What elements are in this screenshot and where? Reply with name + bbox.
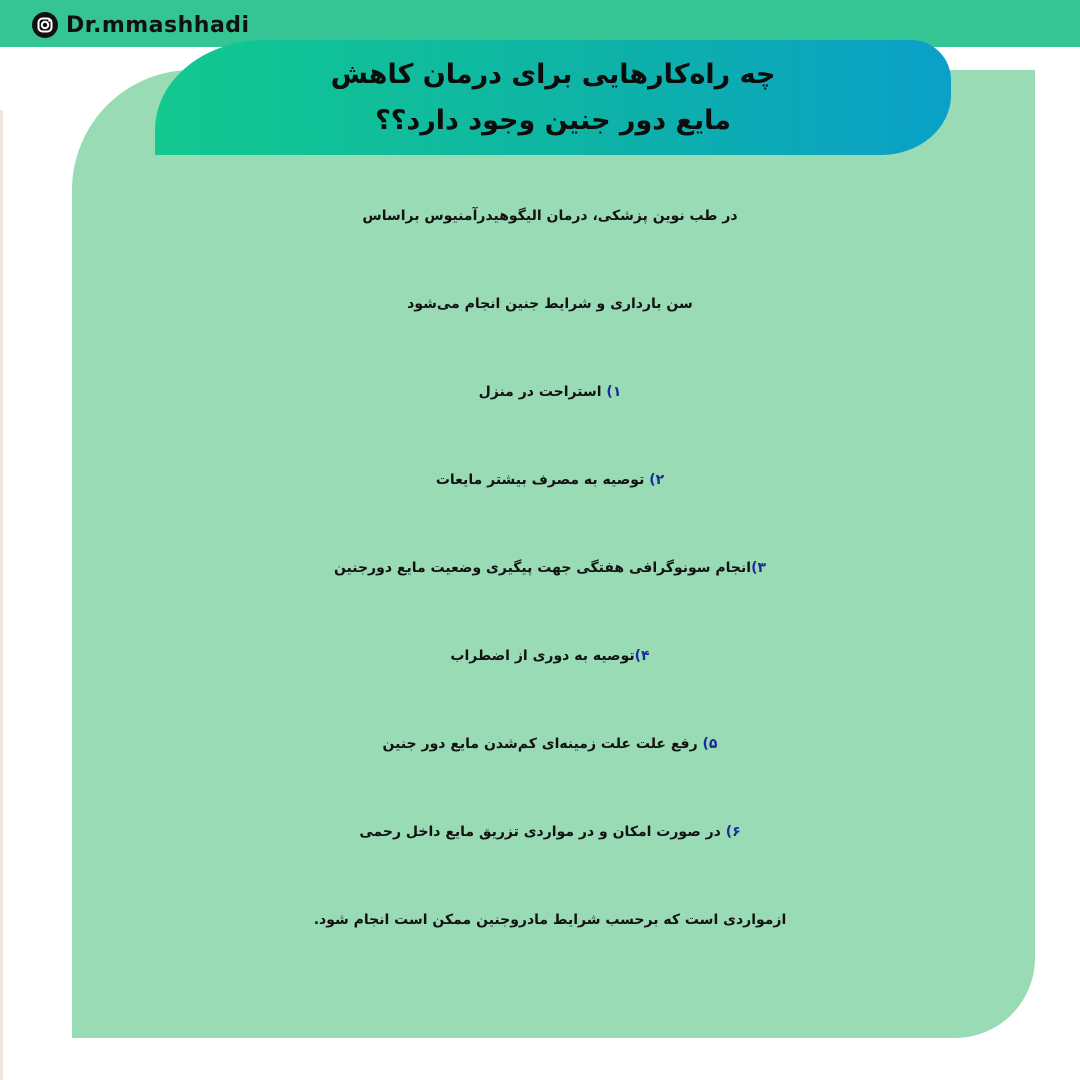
body-text: [90, 180, 1010, 942]
list-text-5: رفع علت علت زمینه‌ای کم‌شدن مایع دور جنین: [382, 736, 703, 752]
list-item-5: [90, 722, 1010, 766]
list-item-2: [90, 458, 1010, 502]
account-handle[interactable]: [32, 12, 250, 38]
list-number-3: ۳): [751, 560, 767, 576]
list-item-1: [90, 370, 1010, 414]
list-number-5: ۵): [702, 736, 718, 752]
intro-line-2: سن بارداری و شرایط جنین انجام می‌شود: [407, 296, 693, 312]
list-text-6: در صورت امکان و در مواردی تزریق مایع داخل رحمی: [359, 824, 726, 840]
list-item-4: [90, 634, 1010, 678]
list-text-1: استراحت در منزل: [478, 384, 607, 400]
list-number-6: ۶): [725, 824, 741, 840]
closing-line: ازمواردی است که برحسب شرایط مادروجنین ممکن است انجام شود.: [313, 912, 787, 928]
intro-line-1: در طب نوین پزشکی، درمان الیگوهیدرآمنیوس براساس: [362, 208, 738, 224]
list-text-4: توصیه به دوری از اضطراب: [450, 648, 635, 664]
list-number-1: ۱): [606, 384, 622, 400]
list-text-2: توصیه به مصرف بیشتر مایعات: [435, 472, 650, 488]
instagram-icon: [32, 12, 58, 38]
title-line-2: مایع دور جنین وجود دارد؟؟: [375, 104, 731, 136]
list-text-3: انجام سونوگرافی هفتگی جهت پیگیری وضعیت مایع دورجنین: [333, 560, 752, 576]
list-number-2: ۲): [649, 472, 665, 488]
title-banner: [155, 40, 951, 155]
left-edge-line: [0, 110, 3, 1080]
list-item-3: [90, 546, 1010, 590]
list-item-6: [90, 810, 1010, 854]
list-number-4: ۴): [634, 648, 650, 664]
title-line-1: چه راه‌کارهایی برای درمان کاهش: [330, 58, 776, 90]
handle-text: Dr.mmashhadi: [66, 12, 250, 38]
